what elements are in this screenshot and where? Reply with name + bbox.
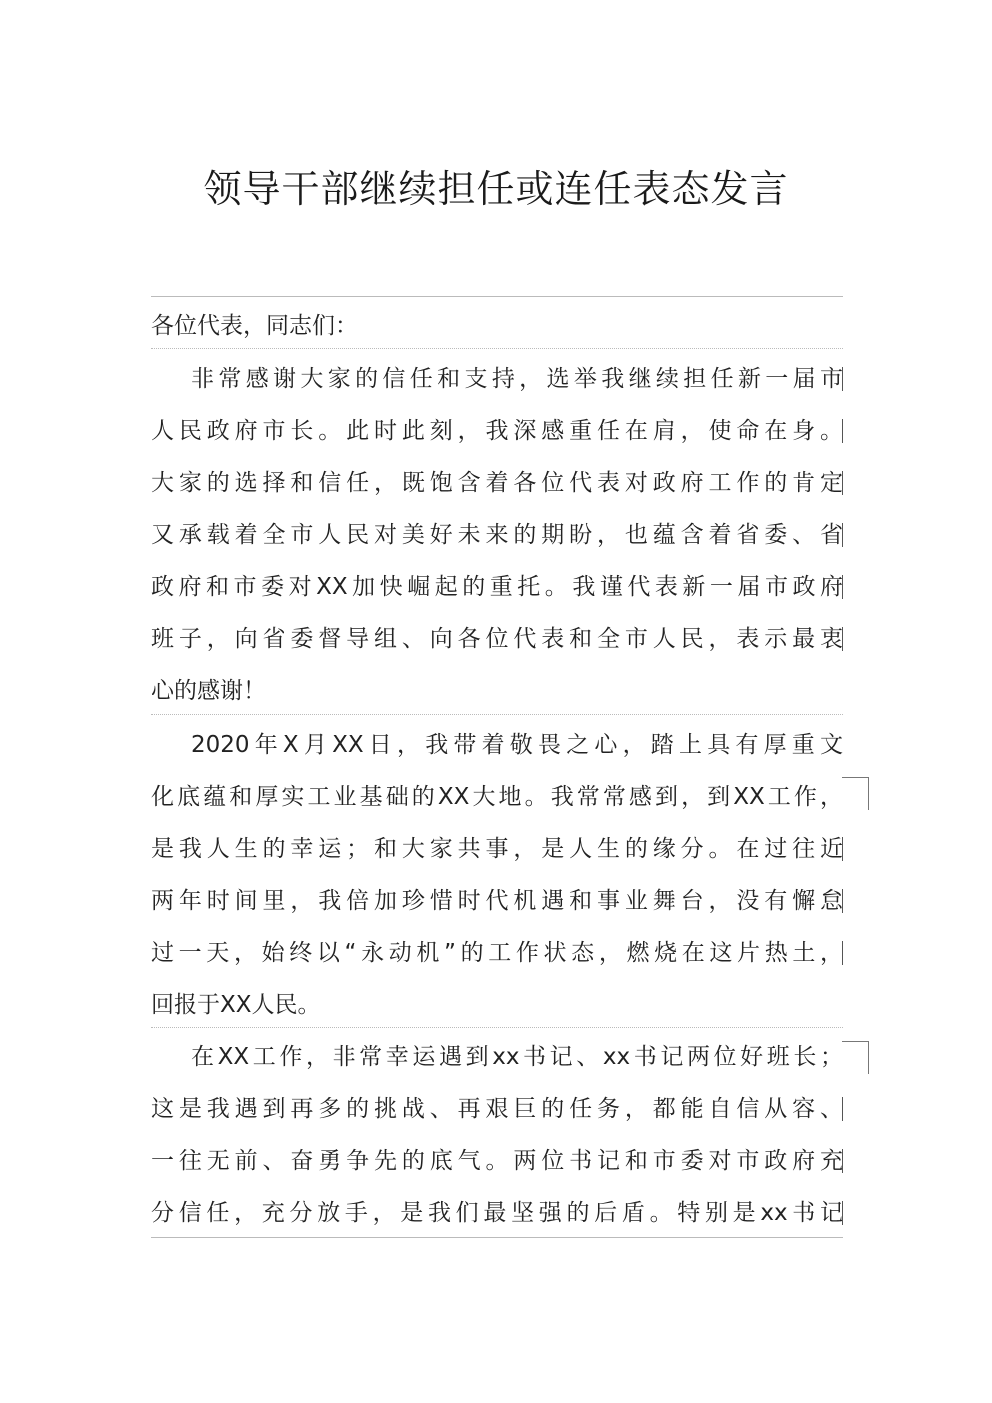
text-line: 人民政府市长。此时此刻，我深感重任在肩，使命在身。 xyxy=(151,418,843,444)
text-line: 是我人生的幸运；和大家共事，是人生的缘分。在过往近 xyxy=(151,836,843,862)
margin-mark xyxy=(842,523,843,547)
text-line: 心的感谢！ xyxy=(151,678,266,704)
text-line: 非常感谢大家的信任和支持，选举我继续担任新一届市 xyxy=(191,366,843,392)
document-title: 领导干部继续担任或连任表态发言 xyxy=(203,167,789,211)
text-line: 过一天，始终以“永动机”的工作状态，燃烧在这片热土， xyxy=(151,940,843,966)
margin-bracket xyxy=(842,777,869,810)
text-line: 大家的选择和信任，既饱含着各位代表对政府工作的肯定 xyxy=(151,470,843,496)
margin-mark xyxy=(842,837,843,861)
text-line: 2020年X月XX日，我带着敬畏之心，踏上具有厚重文 xyxy=(191,732,843,758)
salutation: 各位代表，同志们： xyxy=(151,313,358,339)
margin-mark xyxy=(842,471,843,495)
text-line: 一往无前、奋勇争先的底气。两位书记和市委对市政府充 xyxy=(151,1148,843,1174)
text-line: 分信任，充分放手，是我们最坚强的后盾。特别是xx书记 xyxy=(151,1200,843,1226)
text-line: 在XX工作，非常幸运遇到xx书记、xx书记两位好班长； xyxy=(191,1044,843,1070)
margin-mark xyxy=(842,575,843,599)
margin-mark xyxy=(842,627,843,651)
divider xyxy=(151,1027,843,1028)
margin-mark xyxy=(842,367,843,391)
margin-mark xyxy=(842,1149,843,1173)
divider xyxy=(151,714,843,715)
text-line: 这是我遇到再多的挑战、再艰巨的任务，都能自信从容、 xyxy=(151,1096,843,1122)
text-line: 两年时间里，我倍加珍惜时代机遇和事业舞台，没有懈怠 xyxy=(151,888,843,914)
text-line: 回报于XX人民。 xyxy=(151,992,321,1018)
margin-mark xyxy=(842,941,843,965)
divider xyxy=(151,348,843,349)
margin-mark xyxy=(842,419,843,443)
bottom-divider xyxy=(151,1237,843,1238)
margin-mark xyxy=(842,889,843,913)
text-line: 班子，向省委督导组、向各位代表和全市人民，表示最衷 xyxy=(151,626,843,652)
margin-mark xyxy=(842,1097,843,1121)
top-divider xyxy=(151,296,843,297)
text-line: 又承载着全市人民对美好未来的期盼，也蕴含着省委、省 xyxy=(151,522,843,548)
text-line: 化底蕴和厚实工业基础的XX大地。我常常感到，到XX工作， xyxy=(151,784,843,810)
text-line: 政府和市委对XX加快崛起的重托。我谨代表新一届市政府 xyxy=(151,574,843,600)
margin-mark xyxy=(842,1201,843,1225)
margin-bracket xyxy=(842,1041,869,1074)
